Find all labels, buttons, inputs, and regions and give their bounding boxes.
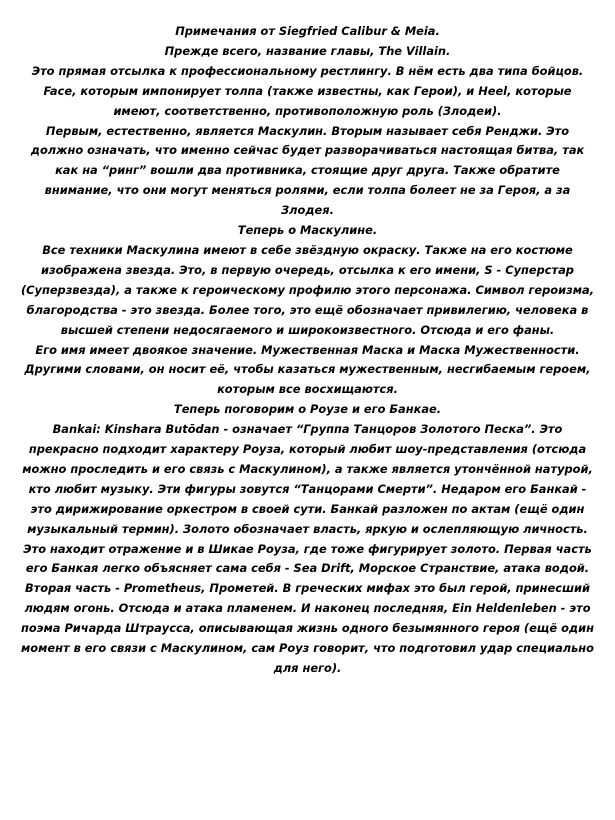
bankai-paragraph: Bankai: Kinshara Butōdan - означает “Группа Танцоров Золотого Песка”. Это прекрасно подходит характеру Роуза, который любит шоу-представления (отсюда можно проследить и его связь с Маскулином), а также является утончённой натурой, кто любит музыку. Эти фигуры зовутся “Танцорами Смерти”. Недаром его Банкай - это дирижирование оркестром в своей сути. Банкай разложен по актам (ещё один музыкальный термин). Золото обозначает власть, яркую и ослепляющую личность. Это находит отражение и в Шикае Роуза, где тоже фигурирует золото. Первая часть его Банкая легко объясняет сама себя - Sea Drift, Морское Странствие, атака водой. Вторая часть - Prometheus, Прометей. В греческих мифах это был герой, принесший людям огонь. Отсюда и атака пламенем. И наконец последняя, Ein Heldenleben - это поэма Ричарда Штраусса, описывающая жизнь одного безымянного героя (ещё один момент в его связи с Маскулином, сам Роуз говорит, что подготовил удар специально для него). bbox=[20, 422, 595, 675]
rose-heading: Теперь поговорим о Роузе и его Банкае. bbox=[173, 402, 442, 417]
chapter-title-note: Прежде всего, название главы, The Villain. bbox=[164, 43, 451, 58]
notes-text bbox=[20, 22, 595, 679]
masculine-name-paragraph: Его имя имеет двоякое значение. Мужественная Маска и Маска Мужественности. Другими словами, он носит её, чтобы казаться мужественным, несгибаемым героем, которым все восхищаются. bbox=[24, 342, 591, 397]
masculine-star-paragraph: Все техники Маскулина имеют в себе звёздную окраску. Также на его костюме изображена звезда. Это, в первую очередь, отсылка к его имени, S - Суперстар (Суперзвезда), а также к героическому профилю этого персонажа. Символ героизма, благородства - это звезда. Более того, это ещё обозначает привилегию, человека в высшей степени недосягаемого и широкоизвестного. Отсюда и его фаны. bbox=[20, 242, 595, 337]
roles-paragraph: Первым, естественно, является Маскулин. Вторым называет себя Ренджи. Это должно означать, что именно сейчас будет разворачиваться настоящая битва, так как на “ринг” вошли два противника, стоящие друг друга. Также обратите внимание, что они могут меняться ролями, если толпа болеет не за Героя, а за Злодея. bbox=[30, 123, 585, 218]
notes-heading: Примечания от Siegfried Calibur & Meia. bbox=[175, 24, 440, 38]
masculine-heading: Теперь о Маскулине. bbox=[237, 223, 378, 238]
wrestling-paragraph: Это прямая отсылка к профессиональному рестлингу. В нём есть два типа бойцов. Face, которым импонирует толпа (также известны, как Герои), и Heel, которые имеют, соответственно, противоположную роль (Злодеи). bbox=[31, 63, 584, 118]
